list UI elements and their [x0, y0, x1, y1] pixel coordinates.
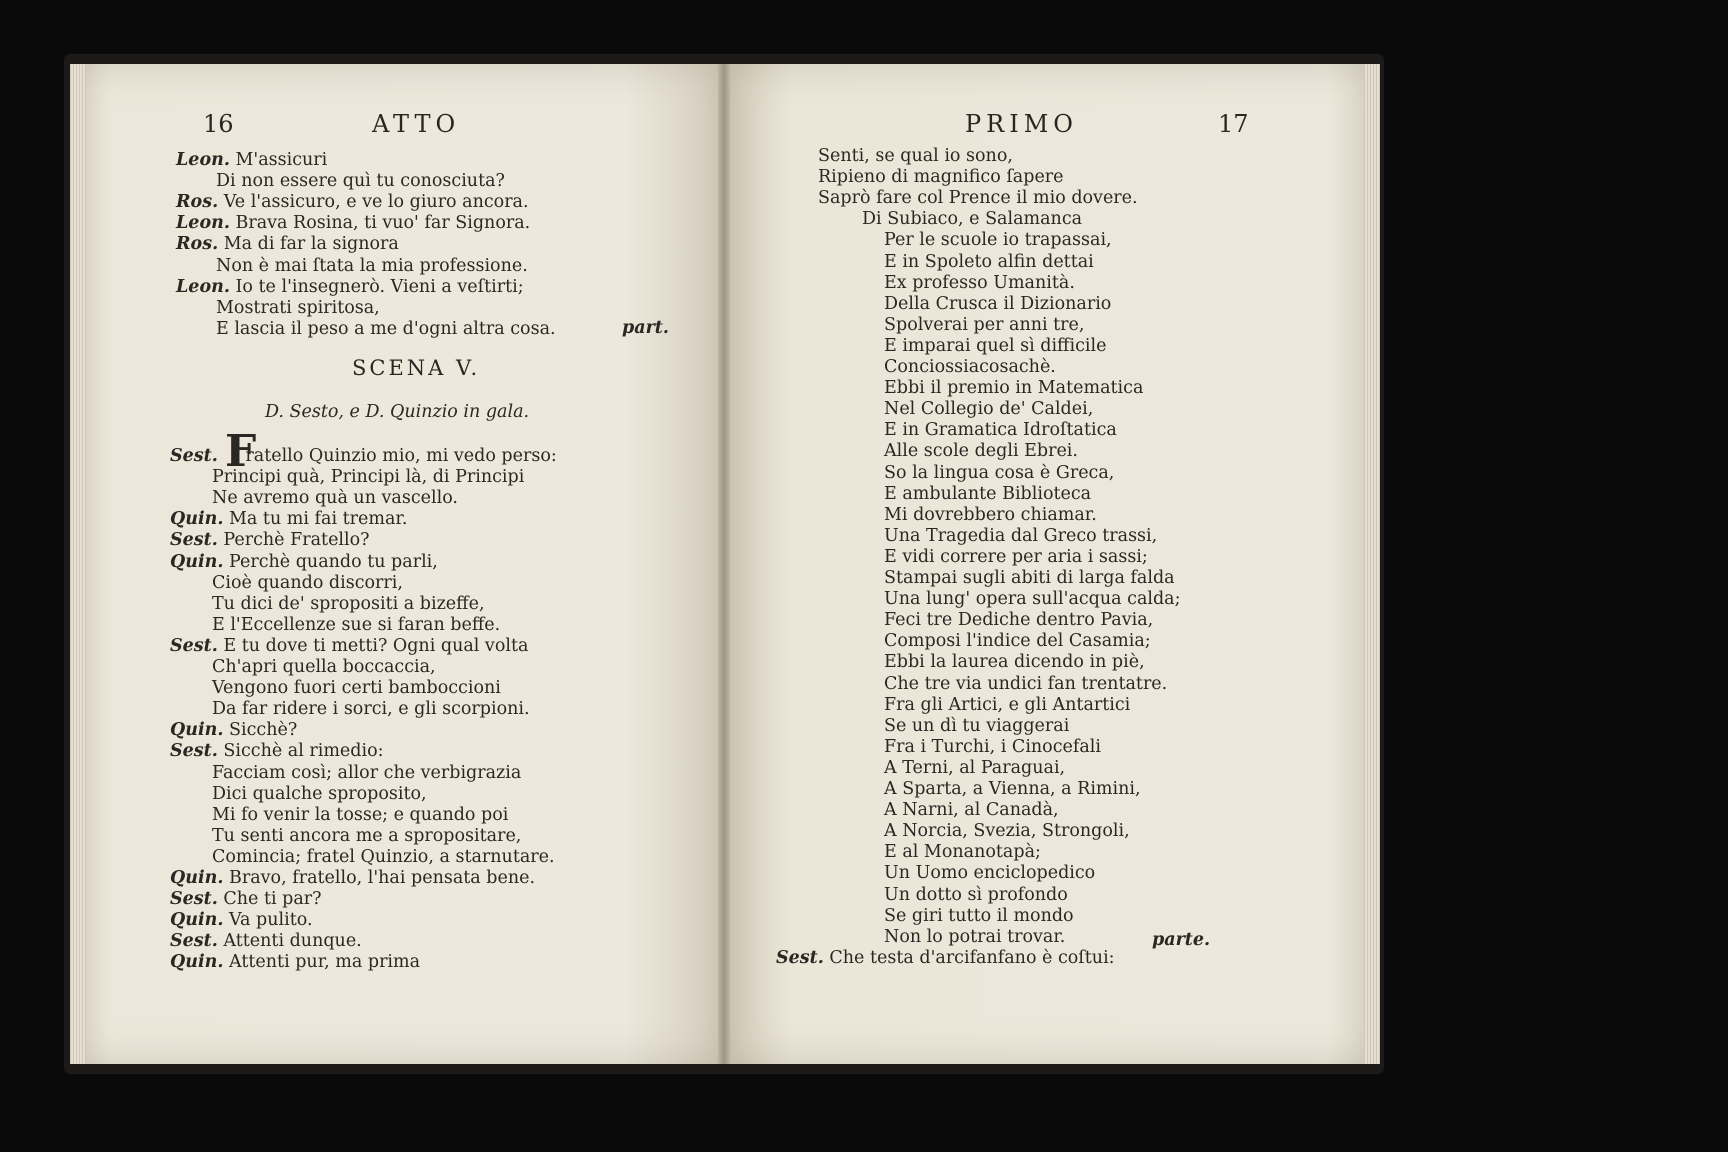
verse-line: [170, 889, 322, 910]
speaker-label: Leon.: [176, 213, 230, 234]
line-text: Feci tre Dediche dentro Pavia,: [884, 610, 1154, 631]
verse-line: [884, 420, 1117, 441]
verse-line: [884, 927, 1065, 948]
verse-line: [884, 674, 1167, 695]
line-text: Ma tu mi fai tremar.: [229, 509, 408, 530]
speaker-label: Sest.: [170, 741, 218, 762]
line-text: Senti, se qual io sono,: [818, 146, 1013, 166]
speaker-label: Leon.: [176, 150, 230, 170]
line-text: Alle scole degli Ebrei.: [884, 441, 1078, 462]
line-text: Sicchè?: [229, 720, 298, 741]
speaker-label: Sest.: [170, 530, 218, 551]
line-text: Di Subiaco, e Salamanca: [862, 209, 1083, 230]
verse-line: [212, 657, 436, 678]
line-text: E in Gramatica Idroſtatica: [884, 420, 1117, 441]
line-text: Ex professo Umanità.: [884, 272, 1075, 293]
verse-line: [212, 678, 501, 699]
verse-line: [776, 948, 1115, 969]
verse-line: [170, 530, 370, 551]
line-text: Sicchè al rimedio:: [223, 741, 384, 762]
verse-line: [884, 526, 1157, 547]
verse-line: [884, 589, 1181, 610]
verse-line: [818, 146, 1013, 167]
verse-line: [170, 552, 438, 573]
verse-line: [170, 868, 535, 889]
line-text: Ripieno di magnifico ſapere: [818, 167, 1064, 188]
line-text: Di non essere quì tu conosciuta?: [216, 171, 505, 192]
verse-line: [884, 906, 1074, 927]
line-text: Va pulito.: [229, 910, 313, 931]
line-text: Spolverai per anni tre,: [884, 314, 1085, 335]
line-text: Ebbi la laurea dicendo in piè,: [884, 652, 1145, 673]
line-text: A Sparta, a Vienna, a Rimini,: [884, 779, 1141, 799]
line-text: Ve l'assicuro, e ve lo giuro ancora.: [223, 192, 529, 213]
verse-line: [170, 636, 528, 657]
left-page-number: 16: [203, 110, 234, 138]
line-text: Saprò fare col Prence il mio dovere.: [818, 188, 1138, 209]
line-text: Tu dici de' spropositi a bizeffe,: [212, 593, 485, 614]
verse-line: [884, 695, 1130, 716]
line-text: A Narni, al Canadà,: [884, 800, 1059, 821]
verse-line: [212, 467, 524, 488]
right-page-number: 17: [1218, 110, 1249, 138]
line-text: E tu dove ti metti? Ogni qual volta: [223, 635, 529, 656]
line-text: Io te l'insegnerò. Vieni a veſtirti;: [235, 276, 524, 297]
verse-line: [884, 505, 1097, 526]
speaker-label: Ros.: [176, 192, 219, 213]
line-text: Un dotto sì profondo: [884, 884, 1068, 905]
verse-line: [884, 758, 1065, 779]
speaker-label: Quin.: [170, 551, 224, 572]
line-text: Che testa d'arcifanfano è coſtui:: [829, 947, 1115, 968]
verse-line: [212, 847, 555, 868]
line-text: M'assicuri: [235, 150, 328, 170]
verse-line: [212, 826, 521, 847]
speaker-label: Quin.: [170, 720, 224, 741]
line-text: Ch'apri quella boccaccia,: [212, 657, 436, 677]
line-text: Che tre via undici fan trentatre.: [884, 673, 1168, 694]
line-text: E l'Eccellenze sue si faran beffe.: [212, 614, 501, 635]
line-text: Che ti par?: [223, 889, 322, 910]
line-text: A Norcia, Svezia, Strongoli,: [884, 821, 1130, 842]
verse-line: [884, 399, 1093, 420]
verse-line: [212, 805, 508, 826]
verse-line: [170, 720, 297, 741]
line-text: Tu senti ancora me a spropositare,: [212, 825, 522, 846]
line-text: Nel Collegio de' Caldei,: [884, 399, 1094, 420]
line-text: E ambulante Biblioteca: [884, 483, 1092, 504]
scene-title: SCENA V.: [352, 356, 481, 380]
verse-line: [818, 188, 1138, 209]
verse-line: [884, 315, 1084, 336]
speaker-label: Quin.: [170, 910, 224, 931]
verse-line: [216, 256, 528, 277]
verse-line: [818, 167, 1064, 188]
verse-line: [170, 952, 420, 973]
verse-line: [884, 716, 1069, 737]
line-text: Attenti dunque.: [223, 931, 362, 952]
verse-line: [884, 547, 1148, 568]
verse-line: [216, 171, 505, 192]
exit-direction: part.: [622, 318, 669, 338]
verse-line: [176, 234, 399, 255]
verse-line: [212, 699, 530, 720]
line-text: Da far ridere i sorci, e gli scorpioni.: [212, 699, 530, 720]
verse-line: [884, 294, 1111, 315]
line-text: Vengono fuori certi bamboccioni: [212, 678, 501, 699]
verse-line: [884, 273, 1075, 294]
verse-line: [216, 298, 380, 319]
verse-line: [176, 150, 327, 171]
verse-line: [884, 357, 1056, 378]
line-text: Mostrati spiritosa,: [216, 297, 380, 318]
speaker-label: Quin.: [170, 509, 224, 530]
verse-line: [176, 192, 529, 213]
verse-line: [884, 378, 1143, 399]
speaker-label: Sest.: [776, 947, 824, 968]
line-text: Bravo, fratello, l'hai pensata bene.: [229, 868, 536, 888]
verse-line: [170, 446, 557, 467]
line-text: Conciossiacosachè.: [884, 357, 1056, 377]
verse-line: [862, 209, 1082, 230]
line-text: Non è mai ſtata la mia professione.: [216, 255, 528, 276]
line-text: Perchè quando tu parli,: [229, 551, 438, 572]
line-text: ratello Quinzio mio, mi vedo perso:: [245, 446, 557, 466]
line-text: Per le scuole io trapassai,: [884, 230, 1112, 251]
line-text: Della Crusca il Dizionario: [884, 293, 1112, 314]
verse-line: [176, 213, 530, 234]
verse-line: [884, 737, 1101, 758]
verse-line: [884, 463, 1114, 484]
verse-line: [884, 336, 1106, 357]
line-text: Una Tragedia dal Greco trassi,: [884, 525, 1158, 546]
speaker-label: Ros.: [176, 234, 219, 255]
line-text: Facciam così; allor che verbigrazia: [212, 762, 522, 783]
line-text: Ebbi il premio in Matematica: [884, 378, 1144, 399]
right-running-header: PRIMO: [965, 110, 1078, 138]
verse-line: [884, 484, 1091, 505]
line-text: A Terni, al Paraguai,: [884, 757, 1066, 778]
line-text: Principi quà, Principi là, di Principi: [212, 467, 525, 488]
exit-direction-right: parte.: [1152, 930, 1211, 950]
book-gutter: [718, 64, 730, 1064]
left-page-edge: [70, 64, 86, 1064]
verse-line: [170, 910, 313, 931]
verse-line: [212, 784, 427, 805]
verse-line: [884, 610, 1153, 631]
line-text: E imparai quel sì difficile: [884, 335, 1107, 356]
verse-line: [212, 594, 485, 615]
speaker-label: Quin.: [170, 952, 224, 973]
verse-line: [884, 252, 1094, 273]
line-text: E in Spoleto alfin dettai: [884, 251, 1094, 272]
line-text: Un Uomo enciclopedico: [884, 863, 1096, 884]
scene-subtitle: D. Sesto, e D. Quinzio in gala.: [265, 402, 530, 422]
line-text: Ma di far la signora: [223, 234, 399, 255]
line-text: Perchè Fratello?: [223, 530, 370, 551]
speaker-label: Sest.: [170, 931, 218, 952]
verse-line: [216, 319, 556, 340]
verse-line: [170, 931, 362, 952]
verse-line: [884, 779, 1141, 800]
verse-line: [884, 652, 1145, 673]
verse-line: [212, 488, 458, 509]
verse-line: [884, 800, 1059, 821]
verse-line: [170, 741, 384, 762]
line-text: So la lingua cosa è Greca,: [884, 462, 1115, 483]
verse-line: [176, 277, 524, 298]
speaker-label: Sest.: [170, 889, 218, 910]
line-text: E lascia il peso a me d'ogni altra cosa.: [216, 318, 556, 339]
line-text: Fra i Turchi, i Cinocefali: [884, 736, 1101, 757]
verse-line: [884, 568, 1175, 589]
line-text: Mi dovrebbero chiamar.: [884, 504, 1097, 525]
verse-line: [884, 863, 1095, 884]
line-text: E al Monanotapà;: [884, 842, 1041, 863]
speaker-label: Sest.: [170, 635, 218, 656]
verse-line: [170, 509, 407, 530]
line-text: Brava Rosina, ti vuo' far Signora.: [235, 213, 531, 234]
speaker-label: Leon.: [176, 276, 230, 297]
line-text: Cioè quando discorri,: [212, 572, 403, 593]
verse-line: [884, 230, 1112, 251]
verse-line: [212, 615, 500, 636]
line-text: Attenti pur, ma prima: [229, 952, 421, 973]
left-running-header: ATTO: [372, 110, 461, 138]
line-text: Una lung' opera sull'acqua calda;: [884, 589, 1181, 610]
line-text: Mi fo venir la tosse; e quando poi: [212, 804, 509, 825]
line-text: Se un dì tu viaggerai: [884, 715, 1070, 736]
line-text: E vidi correre per aria i sassi;: [884, 546, 1148, 567]
line-text: Comincia; fratel Quinzio, a starnutare.: [212, 846, 555, 867]
verse-line: [212, 573, 403, 594]
verse-line: [884, 842, 1041, 863]
line-text: Composi l'indice del Casamia;: [884, 631, 1151, 652]
line-text: Non lo potrai trovar.: [884, 926, 1066, 947]
speaker-label: Quin.: [170, 868, 224, 888]
right-page-edge: [1364, 64, 1380, 1064]
line-text: Stampai sugli abiti di larga falda: [884, 568, 1175, 588]
verse-line: [884, 441, 1078, 462]
drop-cap-letter: F: [225, 426, 257, 477]
verse-line: [884, 631, 1151, 652]
line-text: Ne avremo quà un vascello.: [212, 488, 458, 509]
verse-line: [212, 763, 521, 784]
verse-line: [884, 885, 1068, 906]
line-text: Dici qualche sproposito,: [212, 783, 427, 804]
line-text: Fra gli Artici, e gli Antartici: [884, 694, 1131, 715]
speaker-label: Sest.: [170, 446, 218, 466]
verse-line: [884, 821, 1130, 842]
line-text: Se giri tutto il mondo: [884, 905, 1074, 926]
